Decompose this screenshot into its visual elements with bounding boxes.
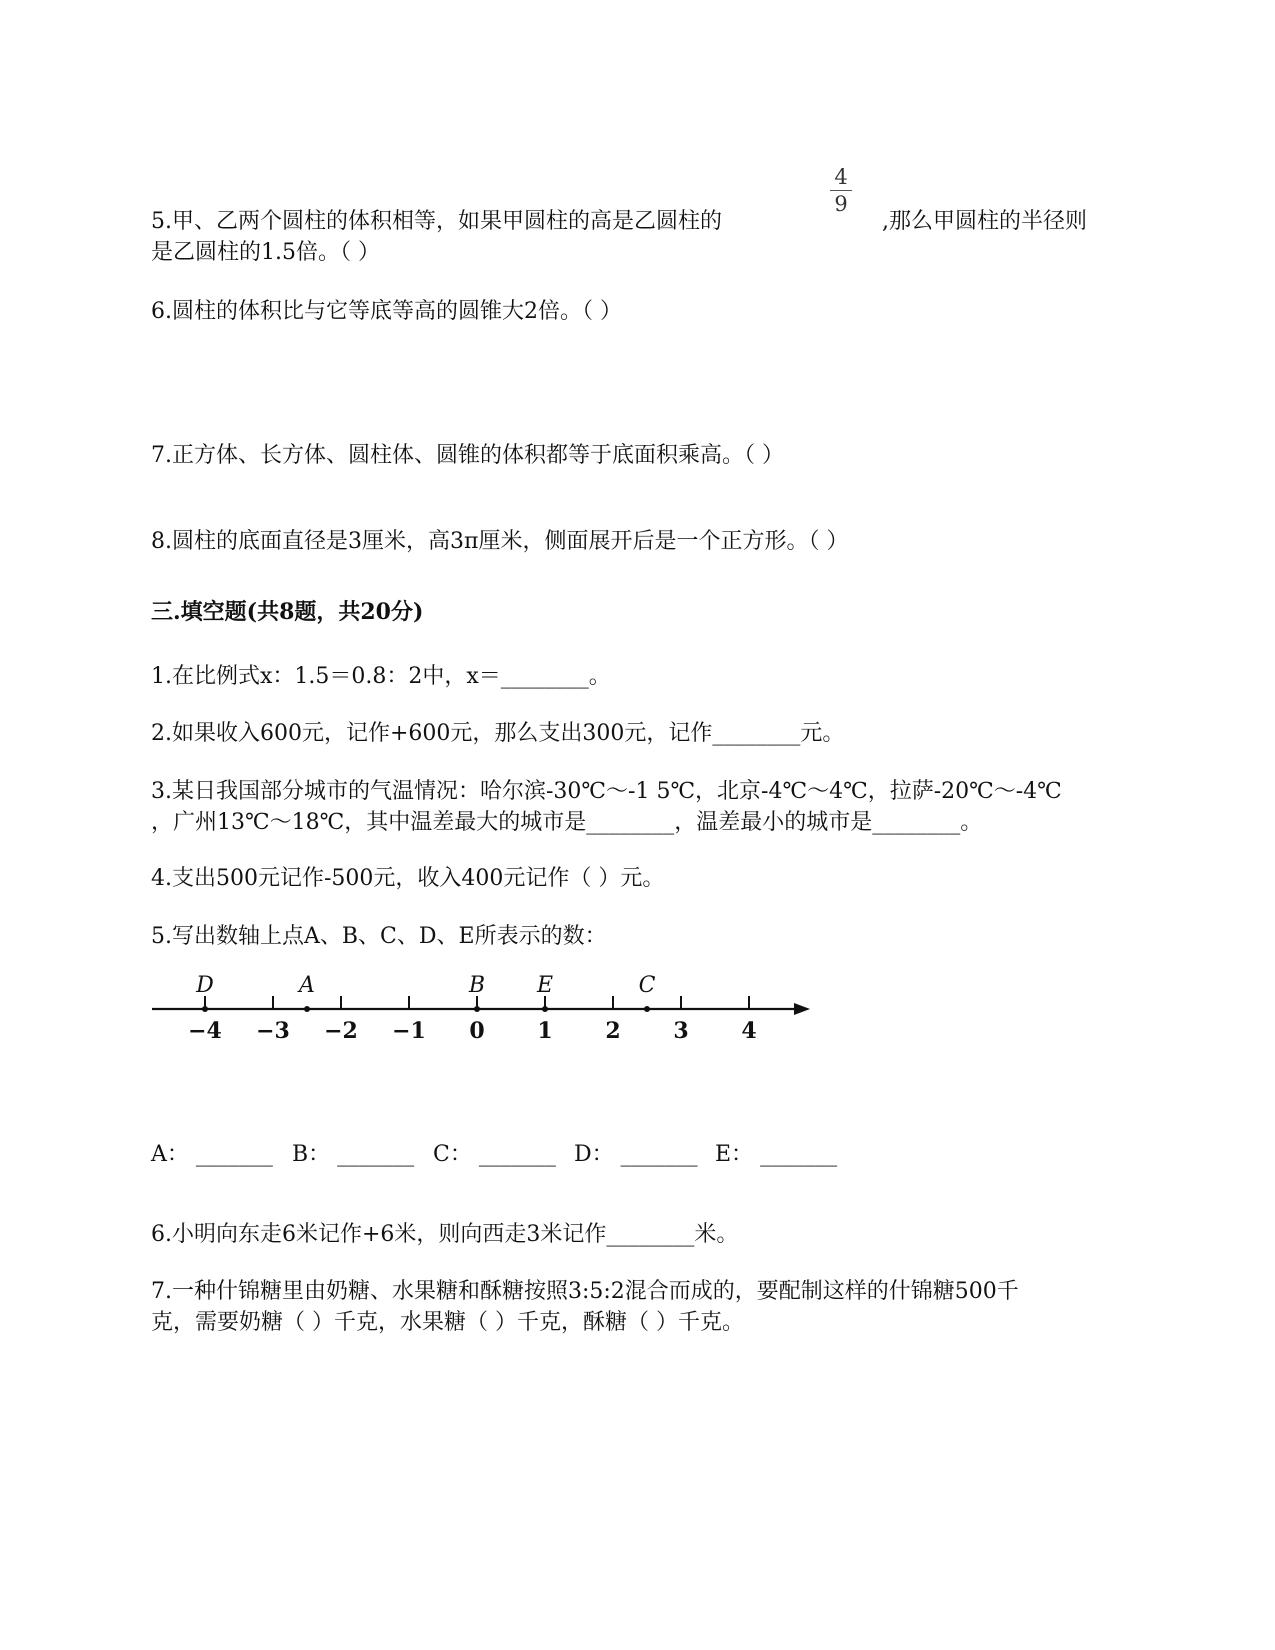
answer-a xyxy=(151,1140,273,1170)
fill-q5: 5.写出数轴上点A、B、C、D、E所表示的数： xyxy=(151,924,607,949)
tick-label: −4 xyxy=(188,1018,222,1044)
arrow-head-icon xyxy=(794,1003,810,1015)
tick-label: 4 xyxy=(741,1018,757,1044)
fill-q3-line1: 3.某日我国部分城市的气温情况：哈尔滨-30℃～-1 5℃，北京-4℃～4℃，拉萨-20℃～-4℃ xyxy=(151,779,1062,804)
fill-q7-line1: 7.一种什锦糖里由奶糖、水果糖和酥糖按照3:5:2混合而成的，要配制这样的什锦糖500千 xyxy=(151,1279,1019,1304)
point-label: B xyxy=(468,975,486,998)
answer-d-label: D： xyxy=(574,1142,614,1167)
answer-a-label: A： xyxy=(151,1142,189,1167)
answer-c-blank: _______ xyxy=(478,1142,556,1167)
fraction-denominator: 9 xyxy=(834,192,848,216)
tick-label: −2 xyxy=(324,1018,358,1044)
fill-q4: 4.支出500元记作-500元，收入400元记作（ ）元。 xyxy=(151,866,665,891)
q7-text: 7.正方体、长方体、圆柱体、圆锥的体积都等于底面积乘高。（ ） xyxy=(151,443,784,468)
point-label: E xyxy=(536,975,554,998)
q5-text-before: 5.甲、乙两个圆柱的体积相等，如果甲圆柱的高是乙圆柱的 xyxy=(151,209,722,234)
q5-line1-text xyxy=(151,207,722,237)
q8-text: 8.圆柱的底面直径是3厘米，高3π厘米，侧面展开后是一个正方形。（ ） xyxy=(151,529,849,554)
fill-q1: 1.在比例式x：1.5＝0.8：2中，x＝________。 xyxy=(151,664,611,689)
answer-e xyxy=(715,1140,837,1170)
fill-q3-line2: ，广州13℃～18℃，其中温差最大的城市是________，温差最小的城市是________。 xyxy=(151,810,983,835)
section-title: 三.填空题(共8题，共20分) xyxy=(151,599,424,625)
answer-e-blank: _______ xyxy=(760,1142,838,1167)
tick-label: −1 xyxy=(392,1018,426,1044)
point-label: C xyxy=(638,975,656,998)
fraction-numerator: 4 xyxy=(834,165,848,189)
fill-q6: 6.小明向东走6米记作+6米，则向西走3米记作________米。 xyxy=(151,1222,739,1247)
number-line-figure xyxy=(150,975,830,1055)
point-dot xyxy=(474,1006,480,1012)
q6-text: 6.圆柱的体积比与它等底等高的圆锥大2倍。（ ） xyxy=(151,299,622,324)
fill-q2: 2.如果收入600元，记作+600元，那么支出300元，记作________元。 xyxy=(151,721,845,746)
point-dot xyxy=(202,1006,208,1012)
answer-c-label: C： xyxy=(433,1142,472,1167)
answer-b-blank: _______ xyxy=(337,1142,415,1167)
point-dot xyxy=(542,1006,548,1012)
tick-label: 2 xyxy=(605,1018,621,1044)
tick-label: −3 xyxy=(256,1018,290,1044)
fill-q7-line2: 克，需要奶糖（ ）千克，水果糖（ ）千克，酥糖（ ）千克。 xyxy=(151,1310,744,1335)
q5-line2: 是乙圆柱的1.5倍。（ ） xyxy=(151,240,380,265)
answer-b-label: B： xyxy=(292,1142,331,1167)
point-dot xyxy=(304,1006,310,1012)
answer-d-blank: _______ xyxy=(620,1142,698,1167)
point-label: D xyxy=(196,975,214,998)
answer-d xyxy=(574,1140,698,1170)
point-label: A xyxy=(299,975,315,998)
tick-label: 3 xyxy=(673,1018,689,1044)
tick-label: 0 xyxy=(469,1018,485,1044)
answer-b xyxy=(292,1140,414,1170)
q5-fraction xyxy=(830,166,852,215)
fraction-bar xyxy=(830,190,852,191)
point-dot xyxy=(644,1006,650,1012)
q5-text-after: ,那么甲圆柱的半径则 xyxy=(882,209,1087,234)
answer-a-blank: _______ xyxy=(195,1142,273,1167)
answer-c xyxy=(433,1140,556,1170)
answer-e-label: E： xyxy=(715,1142,754,1167)
tick-label: 1 xyxy=(537,1018,553,1044)
